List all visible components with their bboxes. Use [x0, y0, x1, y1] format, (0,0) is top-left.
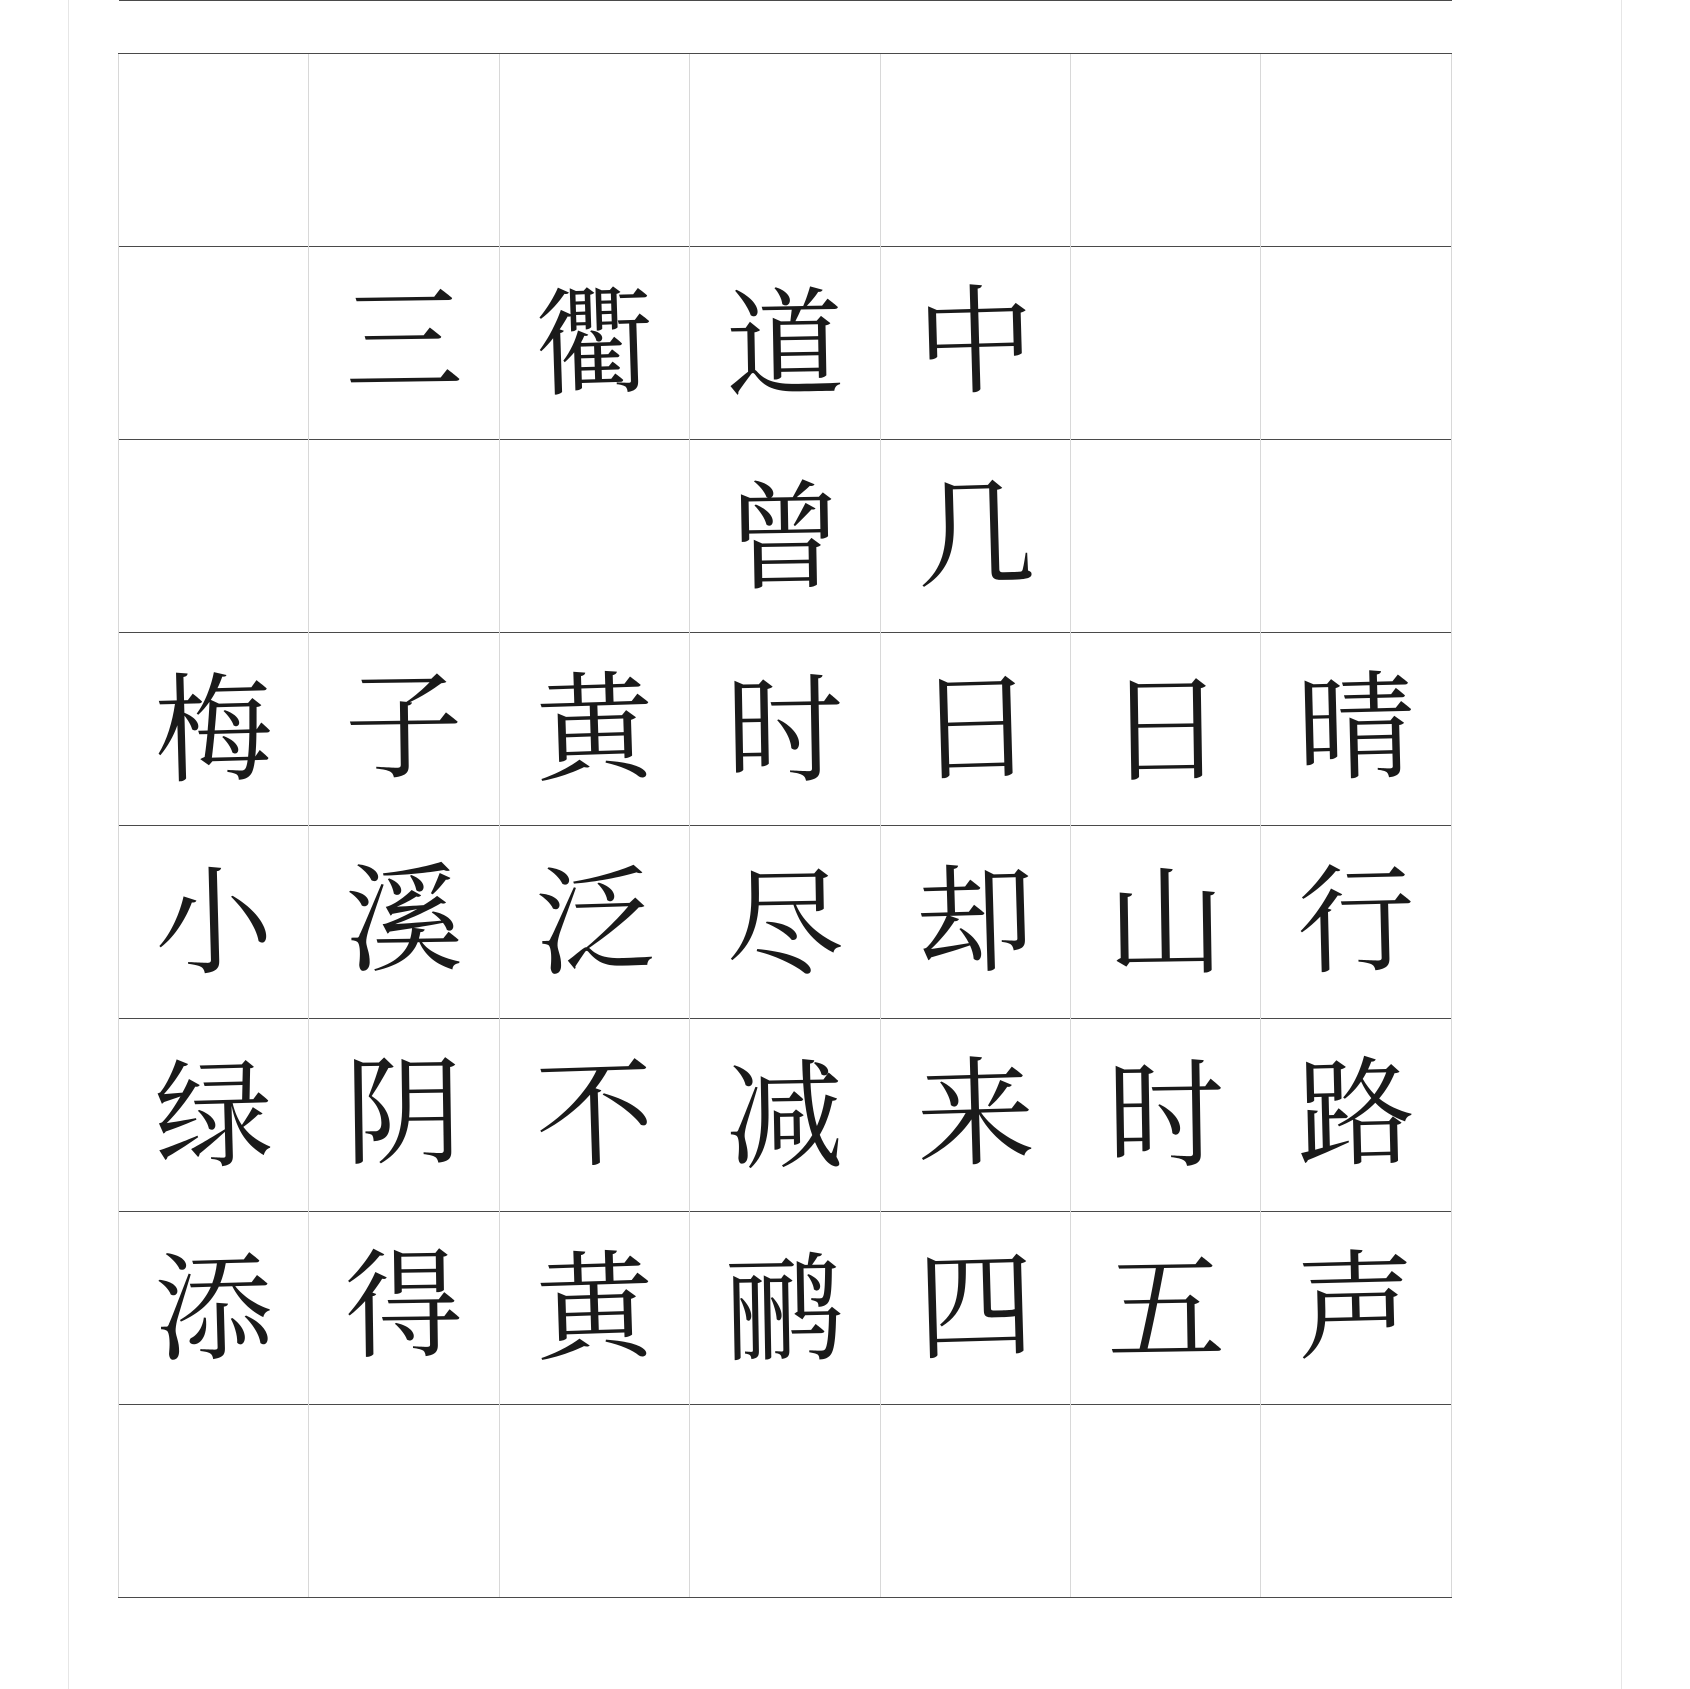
cell-glyph: 衢 [533, 272, 656, 414]
page-edge-right [1621, 0, 1622, 1689]
cell-glyph [1071, 343, 1260, 346]
cell-glyph: 绿 [152, 1045, 275, 1187]
cell-glyph: 鹂 [724, 1239, 846, 1381]
cell-glyph [1071, 1501, 1260, 1504]
grid-cell [499, 1019, 689, 1212]
grid-cell [690, 1405, 880, 1598]
grid-cell [499, 440, 689, 633]
grid-cell [1261, 1405, 1452, 1598]
cell-glyph: 添 [152, 1238, 275, 1380]
cell-glyph: 三 [344, 271, 464, 411]
grid-cell [880, 1212, 1070, 1405]
cell-glyph [1261, 1498, 1451, 1503]
grid-cell [499, 1405, 689, 1598]
cell-glyph: 阴 [344, 1043, 464, 1183]
cell-glyph [1261, 340, 1451, 345]
grid-cell [309, 633, 499, 826]
grid-cell [880, 1019, 1070, 1212]
grid-row-verse-1 [119, 633, 1452, 826]
cell-glyph [500, 147, 689, 153]
grid-cell [1261, 440, 1452, 633]
cell-glyph: 晴 [1295, 657, 1417, 799]
grid-cell [119, 440, 309, 633]
cell-glyph [1071, 150, 1260, 153]
cell-glyph [119, 1500, 308, 1505]
grid-cell [499, 54, 689, 247]
grid-cell [309, 826, 499, 1019]
grid-cell [309, 247, 499, 440]
grid-row-verse-4 [119, 1212, 1452, 1405]
cell-glyph [309, 533, 498, 536]
grid-cell [119, 826, 309, 1019]
grid-cell [880, 247, 1070, 440]
cell-glyph: 泛 [533, 851, 656, 993]
cell-glyph: 时 [724, 660, 846, 802]
cell-glyph: 曾 [724, 467, 846, 609]
grid-cell [309, 1019, 499, 1212]
grid-cell [119, 1405, 309, 1598]
cell-glyph: 子 [344, 657, 464, 797]
grid-cell [690, 54, 880, 247]
grid-cell [309, 54, 499, 247]
grid-cell [880, 826, 1070, 1019]
grid-cell [880, 1405, 1070, 1598]
cell-glyph: 却 [914, 850, 1037, 992]
grid-cell [690, 826, 880, 1019]
grid-cell [309, 440, 499, 633]
grid-cell [119, 1, 1452, 54]
grid-row-verse-2 [119, 826, 1452, 1019]
grid-cell [1261, 54, 1452, 247]
grid-cell [119, 1019, 309, 1212]
cell-glyph: 黄 [533, 658, 656, 800]
grid-cell [1261, 1019, 1452, 1212]
cell-glyph: 日 [1105, 660, 1226, 800]
cell-glyph [119, 535, 308, 540]
grid-cell [1261, 247, 1452, 440]
grid-cell [690, 1019, 880, 1212]
grid-cell [119, 1212, 309, 1405]
cell-glyph: 减 [724, 1046, 846, 1188]
grid-cell [1070, 54, 1260, 247]
cell-glyph [500, 533, 689, 539]
grid-cell [1070, 1019, 1260, 1212]
cell-glyph: 山 [1105, 853, 1226, 993]
cell-glyph: 时 [1105, 1046, 1226, 1186]
cell-glyph: 路 [1295, 1043, 1417, 1185]
cell-glyph: 声 [1295, 1236, 1417, 1378]
cell-glyph: 黄 [533, 1237, 656, 1379]
cell-glyph: 来 [914, 1043, 1037, 1185]
grid-cell [309, 1212, 499, 1405]
cell-glyph [690, 150, 879, 153]
grid-cell [1070, 440, 1260, 633]
cell-glyph [881, 146, 1070, 151]
cell-glyph [1261, 147, 1451, 152]
cell-glyph: 梅 [152, 659, 275, 801]
grid-row-bottom-blank [119, 1405, 1452, 1598]
grid-cell [690, 247, 880, 440]
cell-glyph: 行 [1295, 850, 1417, 992]
grid-cell [499, 826, 689, 1019]
cell-glyph: 小 [152, 852, 275, 994]
grid-row-top-margin [119, 1, 1452, 54]
grid-cell [880, 633, 1070, 826]
page-edge-left [68, 0, 69, 1689]
cell-glyph: 道 [724, 274, 846, 416]
cell-glyph [119, 149, 308, 154]
grid-cell [119, 54, 309, 247]
cell-glyph [881, 1497, 1070, 1502]
grid-cell [1070, 1405, 1260, 1598]
grid-row-verse-3 [119, 1019, 1452, 1212]
cell-glyph [309, 1498, 498, 1501]
grid-cell [119, 247, 309, 440]
cell-glyph: 几 [914, 464, 1037, 606]
grid-row-blank [119, 54, 1452, 247]
grid-cell [309, 1405, 499, 1598]
grid-cell [690, 440, 880, 633]
grid-cell [1261, 633, 1452, 826]
grid-cell [119, 633, 309, 826]
grid-cell [499, 247, 689, 440]
cell-glyph: 得 [344, 1236, 464, 1376]
grid-cell [1261, 1212, 1452, 1405]
grid-cell [499, 1212, 689, 1405]
grid-cell [690, 1212, 880, 1405]
grid-cell [1261, 826, 1452, 1019]
grid-cell [880, 440, 1070, 633]
cell-glyph: 不 [533, 1044, 656, 1186]
grid-cell [880, 54, 1070, 247]
grid-cell [1070, 826, 1260, 1019]
grid-cell [1070, 247, 1260, 440]
grid-cell [1070, 633, 1260, 826]
cell-glyph: 尽 [724, 853, 846, 995]
cell-glyph [690, 1501, 879, 1504]
grid-cell [1070, 1212, 1260, 1405]
grid-cell [499, 633, 689, 826]
grid-row-title [119, 247, 1452, 440]
cell-glyph: 日 [914, 657, 1037, 799]
cell-glyph [1261, 533, 1451, 538]
cell-glyph [309, 147, 498, 150]
character-grid [118, 0, 1452, 1598]
cell-glyph [119, 342, 308, 347]
grid-cell [690, 633, 880, 826]
grid-row-author [119, 440, 1452, 633]
cell-glyph [500, 1498, 689, 1504]
cell-glyph: 四 [914, 1236, 1037, 1378]
cell-glyph [1071, 536, 1260, 539]
cell-glyph: 中 [914, 271, 1037, 413]
cell-glyph: 五 [1105, 1239, 1226, 1379]
cell-glyph: 溪 [344, 850, 464, 990]
